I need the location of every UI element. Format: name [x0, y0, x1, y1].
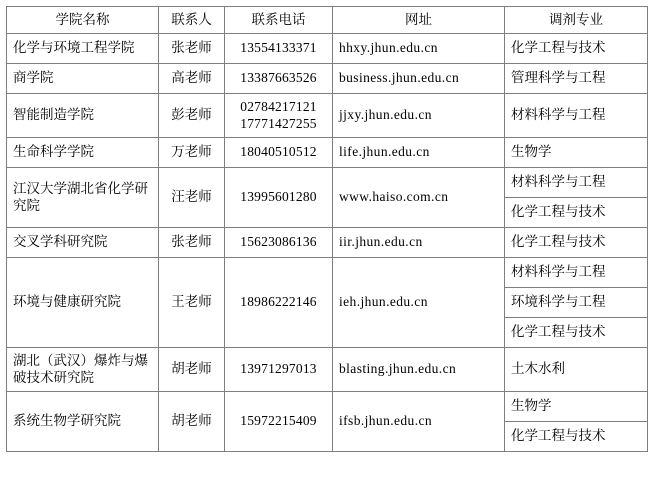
table-row — [7, 168, 648, 198]
cell-website: jjxy.jhun.edu.cn — [333, 94, 505, 138]
phone-number: 13995601280 — [240, 189, 317, 205]
cell-transfer-major: 化学工程与技术 — [505, 228, 648, 258]
table-row — [7, 392, 648, 422]
column-header-contact-phone: 联系电话 — [225, 7, 333, 34]
cell-website: hhxy.jhun.edu.cn — [333, 34, 505, 64]
cell-contact-phone — [225, 168, 333, 228]
column-header-college-name: 学院名称 — [7, 7, 159, 34]
cell-contact-phone — [225, 392, 333, 452]
table-row — [7, 348, 648, 392]
cell-college-name: 商学院 — [7, 64, 159, 94]
cell-website: www.haiso.com.cn — [333, 168, 505, 228]
cell-website: life.jhun.edu.cn — [333, 138, 505, 168]
cell-college-name: 系统生物学研究院 — [7, 392, 159, 452]
cell-transfer-major: 化学工程与技术 — [505, 422, 648, 452]
cell-college-name: 化学与环境工程学院 — [7, 34, 159, 64]
phone-number: 17771427255 — [240, 115, 317, 131]
cell-contact-phone — [225, 348, 333, 392]
table-row — [7, 64, 648, 94]
cell-contact-phone — [225, 138, 333, 168]
phone-number: 18986222146 — [240, 294, 317, 310]
cell-transfer-major: 生物学 — [505, 392, 648, 422]
phone-number: 15972215409 — [240, 413, 317, 429]
table-header — [7, 7, 648, 34]
cell-transfer-major: 环境科学与工程 — [505, 288, 648, 318]
table-row — [7, 228, 648, 258]
phone-number: 13387663526 — [240, 70, 317, 86]
cell-website: iir.jhun.edu.cn — [333, 228, 505, 258]
phone-number: 15623086136 — [240, 234, 317, 250]
cell-website: ifsb.jhun.edu.cn — [333, 392, 505, 452]
table-row — [7, 258, 648, 288]
phone-number: 18040510512 — [240, 144, 317, 160]
cell-website: blasting.jhun.edu.cn — [333, 348, 505, 392]
cell-transfer-major: 化学工程与技术 — [505, 198, 648, 228]
cell-contact-person: 万老师 — [159, 138, 225, 168]
cell-contact-phone — [225, 228, 333, 258]
cell-contact-person: 胡老师 — [159, 348, 225, 392]
college-transfer-table — [6, 6, 648, 452]
column-header-contact-person: 联系人 — [159, 7, 225, 34]
cell-transfer-major: 化学工程与技术 — [505, 318, 648, 348]
table-row — [7, 94, 648, 138]
cell-contact-person: 高老师 — [159, 64, 225, 94]
cell-website: ieh.jhun.edu.cn — [333, 258, 505, 348]
table-header-row — [7, 7, 648, 34]
phone-number: 02784217121 — [240, 98, 317, 114]
cell-college-name: 交叉学科研究院 — [7, 228, 159, 258]
cell-contact-person: 张老师 — [159, 228, 225, 258]
cell-transfer-major: 管理科学与工程 — [505, 64, 648, 94]
cell-contact-phone — [225, 258, 333, 348]
cell-transfer-major: 生物学 — [505, 138, 648, 168]
cell-contact-person: 汪老师 — [159, 168, 225, 228]
cell-contact-person: 张老师 — [159, 34, 225, 64]
phone-number: 13554133371 — [240, 40, 317, 56]
cell-transfer-major: 土木水利 — [505, 348, 648, 392]
cell-college-name: 江汉大学湖北省化学研究院 — [7, 168, 159, 228]
cell-college-name: 智能制造学院 — [7, 94, 159, 138]
column-header-transfer-major: 调剂专业 — [505, 7, 648, 34]
cell-transfer-major: 材料科学与工程 — [505, 258, 648, 288]
cell-contact-phone — [225, 34, 333, 64]
cell-contact-person: 彭老师 — [159, 94, 225, 138]
cell-transfer-major: 材料科学与工程 — [505, 94, 648, 138]
cell-contact-person: 胡老师 — [159, 392, 225, 452]
table-body — [7, 34, 648, 452]
cell-contact-phone — [225, 64, 333, 94]
phone-number: 13971297013 — [240, 361, 317, 377]
cell-contact-phone — [225, 94, 333, 138]
cell-college-name: 生命科学学院 — [7, 138, 159, 168]
column-header-website: 网址 — [333, 7, 505, 34]
table-row — [7, 34, 648, 64]
cell-college-name: 湖北（武汉）爆炸与爆破技术研究院 — [7, 348, 159, 392]
cell-website: business.jhun.edu.cn — [333, 64, 505, 94]
cell-college-name: 环境与健康研究院 — [7, 258, 159, 348]
cell-transfer-major: 材料科学与工程 — [505, 168, 648, 198]
cell-contact-person: 王老师 — [159, 258, 225, 348]
table-row — [7, 138, 648, 168]
cell-transfer-major: 化学工程与技术 — [505, 34, 648, 64]
